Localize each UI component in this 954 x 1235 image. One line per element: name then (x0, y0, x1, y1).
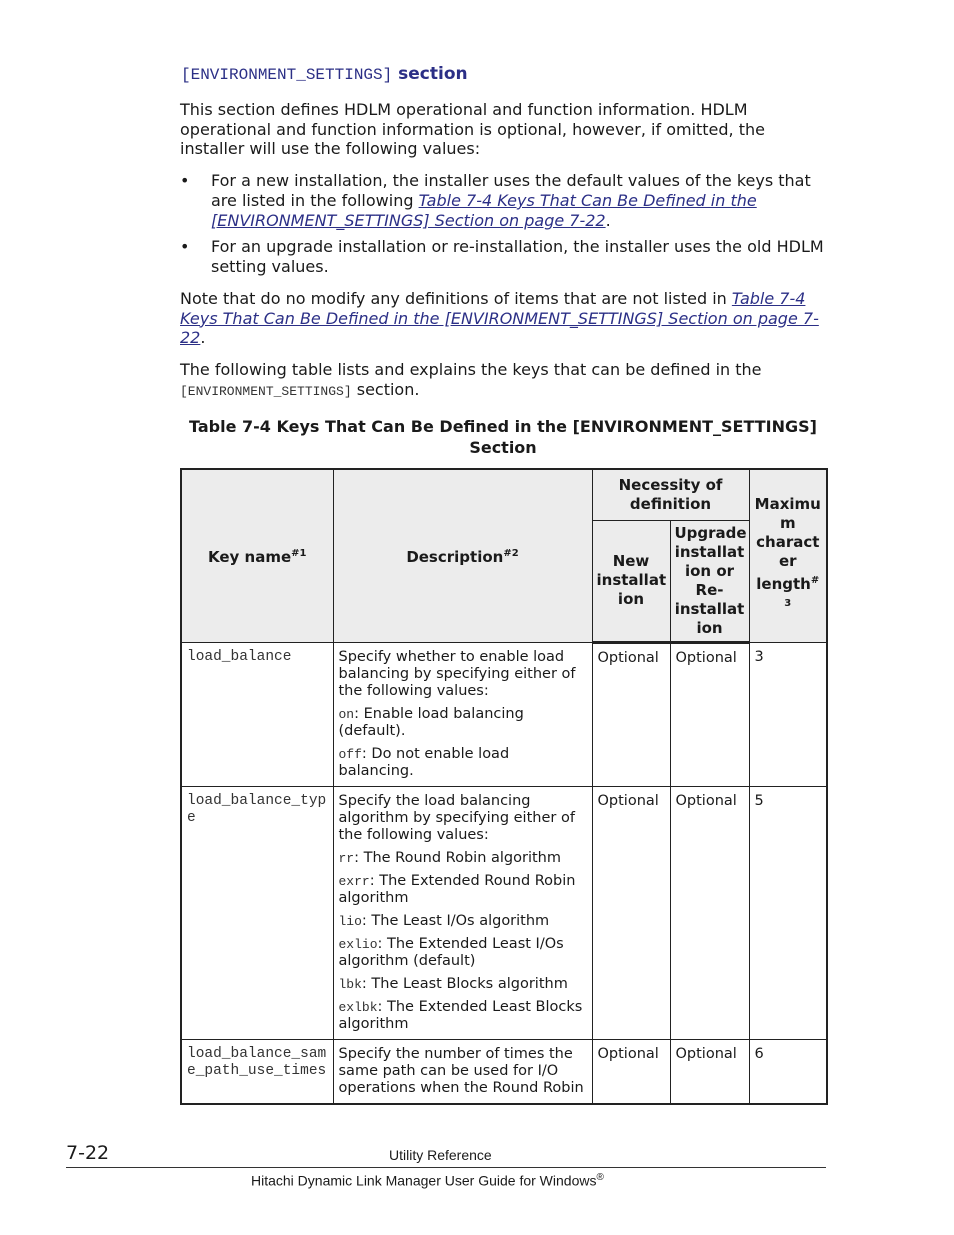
table-row (181, 642, 827, 786)
description-intro: Specify whether to enable load balancing by specifying either of the following values: (338, 648, 576, 699)
header-new-installation: New installat ion (592, 520, 670, 642)
max-length-cell: 3 (749, 642, 827, 786)
upgrade-install-cell: Optional (670, 786, 749, 1039)
description-option: lbk: The Least Blocks algorithm (338, 975, 568, 992)
table-reference-link[interactable]: Table 7-4 Keys That Can Be Defined in the [ENVIRONMENT_SETTINGS] Section on page 7-22 (180, 289, 819, 347)
section-heading-text: section (398, 64, 468, 84)
header-necessity: Necessity of definition (592, 469, 749, 520)
description-intro: Specify the number of times the same path can be used for I/O operations when the Round Robin (338, 1045, 584, 1096)
bullet-dot: • (180, 171, 190, 190)
intro-paragraph: This section defines HDLM operational and function information. HDLM operational and function information is optional, however, if omitted, the installer will use the following values: (180, 100, 765, 158)
lead-post: section. (351, 379, 420, 399)
key-cell: load_balance_same_path_use_times (181, 1039, 333, 1104)
header-upgrade-installation: Upgrade installat ion or Re-installat ion (670, 520, 749, 642)
note-pre: Note that do no modify any definitions of items that are not listed in (180, 289, 732, 308)
description-option: exlio: The Extended Least I/Os algorithm (default) (338, 935, 564, 969)
registered-mark: ® (596, 1172, 604, 1183)
description-cell (333, 1039, 592, 1104)
new-install-cell: Optional (592, 786, 670, 1039)
table-reference-link[interactable]: Table 7-4 Keys That Can Be Defined in the [ENVIRONMENT_SETTINGS] Section on page 7-22 (211, 191, 757, 230)
upgrade-install-cell: Optional (670, 1039, 749, 1104)
bullet-text: For an upgrade installation or re-installation, the installer uses the old HDLM setting values. (211, 237, 824, 276)
description-option: rr: The Round Robin algorithm (338, 849, 561, 866)
bullet-text-pre: For a new installation, the installer uses the default values of the keys that are listed in the following (211, 171, 811, 210)
new-install-cell: Optional (592, 1039, 670, 1104)
table-caption (180, 416, 826, 458)
bullet-text-post: . (605, 211, 611, 230)
lead-paragraph (180, 360, 830, 401)
header-description: Description$^{\#2}$ (333, 469, 592, 642)
table-caption-line2: Section (469, 438, 537, 457)
footer-book-title: Hitachi Dynamic Link Manager User Guide for Windows® (251, 1172, 604, 1189)
note-post: . (200, 328, 206, 347)
max-length-cell: 6 (749, 1039, 827, 1104)
description-option: off: Do not enable load balancing. (338, 745, 510, 779)
description-option: lio: The Least I/Os algorithm (338, 912, 550, 929)
bullet-text (211, 171, 831, 231)
new-install-cell: Optional (592, 642, 670, 786)
footer-divider (66, 1167, 826, 1168)
section-heading (181, 64, 468, 84)
key-cell: load_balance (181, 642, 333, 786)
footer-section-title: Utility Reference (389, 1147, 492, 1163)
header-max-length: Maximu m charact er length$^{\# 3}$ (749, 469, 827, 642)
page-number: 7-22 (66, 1142, 110, 1164)
description-intro: Specify the load balancing algorithm by specifying either of the following values: (338, 792, 575, 843)
description-cell (333, 786, 592, 1039)
description-cell (333, 642, 592, 786)
max-length-cell: 5 (749, 786, 827, 1039)
lead-pre: The following table lists and explains the keys that can be defined in the (180, 360, 762, 379)
upgrade-install-cell: Optional (670, 642, 749, 786)
key-cell: load_balance_type (181, 786, 333, 1039)
section-heading-code: [ENVIRONMENT_SETTINGS] (181, 66, 393, 84)
description-option: exlbk: The Extended Least Blocks algorithm (338, 998, 583, 1032)
table-caption-line1: Table 7-4 Keys That Can Be Defined in the [ENVIRONMENT_SETTINGS] (189, 417, 817, 436)
description-option: on: Enable load balancing (default). (338, 705, 524, 739)
note-paragraph (180, 289, 830, 348)
header-key-name: Key name$^{\#1}$ (181, 469, 333, 642)
bullet-dot: • (180, 237, 190, 256)
description-option: exrr: The Extended Round Robin algorithm (338, 872, 576, 906)
keys-table (180, 468, 828, 1105)
lead-code: [ENVIRONMENT_SETTINGS] (180, 383, 352, 399)
table-row (181, 1039, 827, 1104)
table-row (181, 786, 827, 1039)
